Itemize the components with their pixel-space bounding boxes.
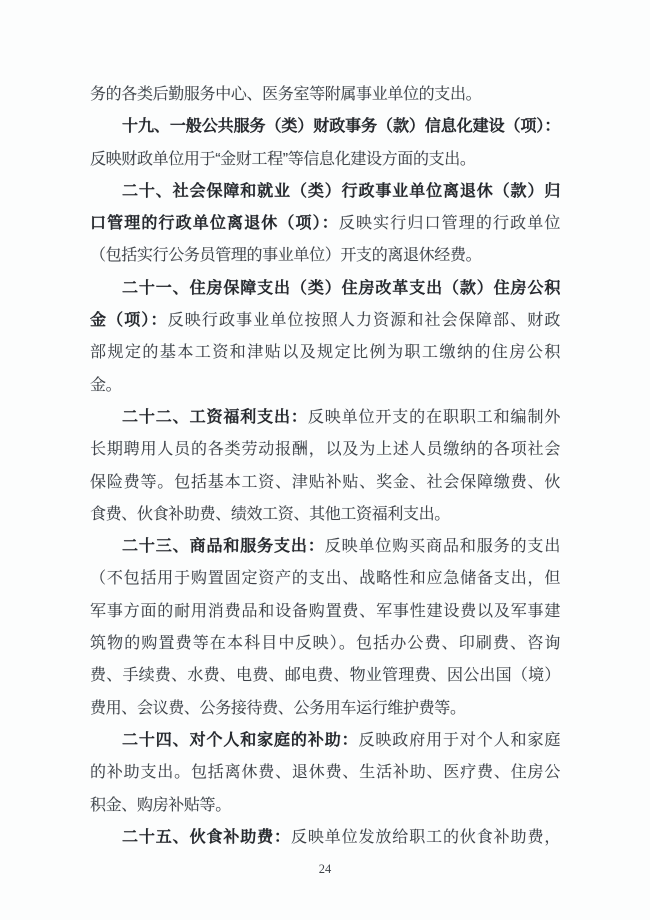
page-number: 24	[318, 862, 332, 876]
body-run: 长期聘用人员的各类劳动报酬，以及为上述人员缴纳的各项社会	[90, 441, 560, 459]
text-line	[90, 693, 560, 725]
body-run: 积金、购房补贴等。	[90, 796, 231, 814]
heading-run: 二十、社会保障和就业（类）行政事业单位离退休（款）归	[122, 182, 560, 200]
heading-run: 十九、一般公共服务（类）财政事务（款）信息化建设（项）：	[122, 118, 560, 136]
text-line	[90, 402, 560, 434]
text-line	[90, 305, 560, 337]
heading-run: 二十二、工资福利支出：	[122, 408, 308, 426]
body-run: 反映单位购买商品和服务的支出	[324, 538, 560, 556]
body-run: 食费、伙食补助费、绩效工资、其他工资福利支出。	[90, 505, 450, 523]
text-line	[90, 273, 560, 305]
text-line	[90, 176, 560, 208]
text-line	[90, 725, 560, 757]
text-line	[90, 144, 560, 176]
text-line	[90, 208, 560, 240]
text-line	[90, 596, 560, 628]
heading-run: 二十三、商品和服务支出：	[122, 538, 325, 556]
heading-run: 金（项）：	[90, 312, 168, 330]
text-line	[90, 757, 560, 789]
body-run: （包括实行公务员管理的事业单位）开支的离退休经费。	[90, 247, 482, 265]
text-line	[90, 499, 560, 531]
body-run: 反映实行归口管理的行政单位	[338, 215, 560, 233]
body-run: 务的各类后勤服务中心、医务室等附属事业单位的支出。	[90, 86, 482, 103]
text-block	[90, 79, 560, 854]
body-run: 保险费等。包括基本工资、津贴补贴、奖金、社会保障缴费、伙	[90, 473, 560, 491]
text-line	[90, 337, 560, 369]
body-run: 反映政府用于对个人和家庭	[358, 731, 560, 749]
body-run: 金。	[90, 376, 122, 394]
text-line	[90, 434, 560, 466]
text-line	[90, 467, 560, 499]
text-line	[90, 660, 560, 692]
heading-run: 二十五、伙食补助费：	[122, 828, 291, 846]
heading-run: 口管理的行政单位离退休（项）：	[90, 215, 339, 233]
body-run: 的补助支出。包括离休费、退休费、生活补助、医疗费、住房公	[90, 764, 560, 782]
body-run: 费用、会议费、公务接待费、公务用车运行维护费等。	[90, 699, 466, 717]
body-run: 费、手续费、水费、电费、邮电费、物业管理费、因公出国（境）	[90, 667, 560, 685]
body-run: 部规定的基本工资和津贴以及规定比例为职工缴纳的住房公积	[90, 344, 560, 362]
body-run: 反映单位开支的在职职工和编制外	[307, 408, 560, 426]
body-run: 军事方面的耐用消费品和设备购置费、军事性建设费以及军事建	[90, 602, 560, 620]
text-line	[90, 531, 560, 563]
page-footer	[0, 860, 650, 878]
heading-run: 二十一、住房保障支出（类）住房改革支出（款）住房公积	[122, 279, 560, 297]
text-line	[90, 370, 560, 402]
body-run: 筑物的购置费等在本科目中反映）。包括办公费、印刷费、咨询	[90, 635, 560, 653]
text-line	[90, 111, 560, 143]
text-line	[90, 628, 560, 660]
text-line	[90, 790, 560, 822]
body-run: 反映行政事业单位按照人力资源和社会保障部、财政	[167, 312, 560, 330]
heading-run: 二十四、对个人和家庭的补助：	[122, 731, 359, 749]
text-line	[90, 240, 560, 272]
text-line	[90, 822, 560, 854]
body-run: 反映单位发放给职工的伙食补助费，	[290, 828, 560, 846]
text-line	[90, 79, 560, 111]
body-run: 反映财政单位用于“金财工程”等信息化建设方面的支出。	[90, 150, 476, 168]
text-line	[90, 563, 560, 595]
body-run: （不包括用于购置固定资产的支出、战略性和应急储备支出，但	[90, 570, 560, 588]
